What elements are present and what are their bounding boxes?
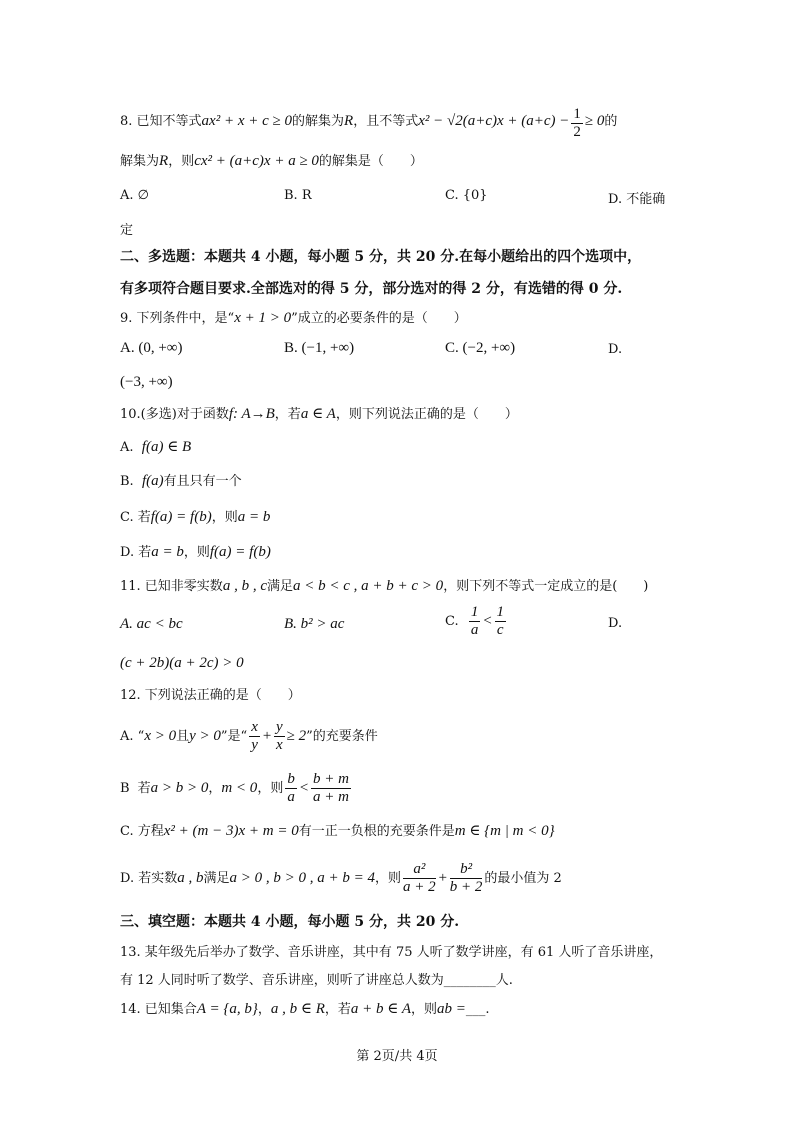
q11-option-d-cont: (c + 2b)(a + 2c) > 0	[120, 655, 244, 671]
q8-option-b: B. R	[284, 188, 312, 203]
q9-option-b: B. (−1, +∞)	[284, 340, 355, 356]
q10-d-math2: f(a) = f(b)	[209, 544, 271, 560]
q12-c-math: x² + (m − 3)x + m = 0	[163, 823, 299, 839]
q12-option-d	[120, 858, 562, 899]
q14-d: ，则	[411, 1002, 438, 1017]
q12-b-d: ，则	[257, 781, 284, 796]
q12-a-c: ”是“	[220, 729, 248, 744]
q10-b-label: B.	[120, 474, 134, 489]
q12-d-vars: a , b	[177, 870, 204, 886]
q13-line1: 13. 某年级先后举办了数学、音乐讲座，其中有 75 人听了数学讲座，有 61 人听了音乐讲座，	[120, 945, 663, 960]
q12-d-f1n: a²	[403, 861, 436, 879]
q14-math4: ab =	[437, 1001, 466, 1017]
q12-d-plus: +	[437, 870, 448, 886]
q10-stem-c: ，则下列说法正确的是（ ）	[335, 407, 518, 422]
q10-a-label: A.	[120, 440, 134, 455]
q14-stem	[120, 1000, 490, 1019]
q12-d-frac2	[450, 861, 483, 896]
q11-stem-b: 满足	[266, 579, 293, 594]
q12-c-a: C. 方程	[120, 824, 164, 839]
q10-stem-f: f: A→B	[228, 406, 275, 422]
q12-a-f2n: y	[275, 719, 283, 735]
q10-c-label: C. 若	[120, 510, 151, 525]
q12-b-frac1	[285, 771, 297, 806]
q11-stem	[120, 577, 648, 596]
q9-stem-a: 9. 下列条件中，是“	[120, 311, 235, 326]
q9-stem-b: ”成立的必要条件的是（ ）	[291, 311, 467, 326]
q11-c-label: C.	[445, 614, 459, 629]
q8-stem-line2	[120, 152, 423, 171]
q12-d-b: 满足	[203, 871, 230, 886]
q12-d-math: a > 0 , b > 0 , a + b = 4	[229, 870, 375, 886]
q8-line2a: 解集为	[120, 154, 160, 169]
page-footer: 第 2页/共 4页	[356, 1049, 438, 1064]
q12-d-c: ，则	[375, 871, 402, 886]
q11-stem-c: ，则下列不等式一定成立的是( )	[443, 579, 649, 594]
q12-a-f1n: x	[251, 719, 258, 735]
q12-a-f2d: x	[275, 737, 283, 753]
q12-d-f2n: b²	[450, 861, 483, 879]
q10-d-math: a = b	[151, 544, 184, 560]
q8-option-d-cont: 定	[120, 223, 134, 238]
q12-option-b	[120, 768, 353, 809]
q12-d-f2d: b + 2	[449, 879, 483, 895]
section2-heading-line2: 有多项符合题目要求.全部选对的得 5 分，部分选对的得 2 分，有选错的得 0 分.	[120, 281, 623, 297]
q14-math2: a , b ∈ R	[270, 1001, 325, 1017]
q12-b-math2: m < 0	[221, 780, 258, 796]
q10-option-a	[120, 438, 191, 457]
q12-b-math: a > b > 0	[150, 780, 209, 796]
q14-b: ，	[257, 1002, 271, 1017]
q10-stem	[120, 405, 518, 424]
q9-option-a: A. (0, +∞)	[120, 340, 183, 356]
section3-heading: 三、填空题：本题共 4 小题，每小题 5 分，共 20 分.	[120, 914, 460, 930]
q8-mid: 的解集为	[292, 114, 345, 129]
q12-b-c: ，	[208, 781, 222, 796]
q12-stem: 12. 下列说法正确的是（ ）	[120, 688, 301, 703]
q9-option-d: D.	[608, 342, 623, 357]
section2-heading-line1: 二、多选题：本题共 4 小题，每小题 5 分，共 20 分.在每小题给出的四个选项中，	[120, 249, 642, 265]
q11-c-frac2	[495, 604, 507, 639]
q10-d-text: ，则	[183, 545, 210, 560]
q12-d-d: 的最小值为 2	[484, 871, 562, 886]
q12-option-c	[120, 822, 555, 841]
q12-c-math2: m ∈ {m | m < 0}	[454, 823, 555, 839]
q11-stem-vars: a , b , c	[222, 578, 267, 594]
q8-line2b: ，则	[168, 154, 195, 169]
q8-option-c: C. {0}	[445, 188, 488, 203]
q8-line2c: 的解集是（ ）	[318, 154, 423, 169]
q10-c-math: f(a) = f(b)	[150, 509, 212, 525]
q8-option-d: D. 不能确	[608, 192, 666, 207]
q12-b-f1n: b	[287, 771, 295, 787]
q12-a-b: 且	[176, 729, 190, 744]
q12-a-f1d: y	[251, 737, 258, 753]
q11-option-a: A. ac < bc	[120, 616, 183, 632]
q9-stem-math: x + 1 > 0	[234, 310, 292, 326]
q11-stem-math: a < b < c , a + b + c > 0	[293, 578, 444, 594]
q14-c: ，若	[324, 1002, 351, 1017]
q14-e: ___.	[465, 1002, 490, 1017]
q11-stem-a: 11. 已知非零实数	[120, 579, 223, 594]
q10-stem-b: ，若	[274, 407, 301, 422]
q10-c-math2: a = b	[237, 509, 271, 525]
q8-stem-line1	[120, 104, 617, 139]
q11-c-lt: <	[482, 613, 493, 629]
q11-c-den2: c	[496, 622, 504, 638]
q10-option-b	[120, 472, 242, 491]
q12-b-frac2	[311, 771, 351, 806]
q12-b-lt: <	[298, 780, 309, 796]
q12-b-f2d: a + m	[312, 789, 349, 805]
q12-a-math: x > 0	[144, 728, 177, 744]
q12-a-d: ”的充要条件	[306, 729, 378, 744]
q8-mid2: ，且不等式	[353, 114, 419, 129]
q10-stem-a: 10.(多选)对于函数	[120, 407, 229, 422]
q10-d-label: D. 若	[120, 545, 152, 560]
q10-b-text: 有且只有一个	[163, 474, 242, 489]
q12-a-frac2	[274, 719, 285, 754]
q11-option-b: B. b² > ac	[284, 616, 345, 632]
q12-a-plus: +	[261, 728, 272, 744]
q10-option-d	[120, 543, 271, 562]
q10-a-math: f(a) ∈ B	[141, 439, 192, 455]
q12-a-math2: y > 0	[189, 728, 221, 744]
q10-stem-math: a ∈ A	[300, 406, 336, 422]
q8-half-den: 2	[573, 124, 581, 140]
q14-math1: A = {a, b}	[196, 1001, 258, 1017]
q9-option-d-cont: (−3, +∞)	[120, 374, 173, 390]
q11-c-den1: a	[470, 622, 479, 638]
q8-lead: 8. 已知不等式	[120, 114, 202, 129]
q14-math3: a + b ∈ A	[350, 1001, 412, 1017]
q12-d-frac1	[403, 861, 436, 896]
q8-half-num: 1	[573, 106, 581, 122]
q10-c-text: ，则	[211, 510, 238, 525]
q9-stem	[120, 309, 467, 328]
q11-c-frac1	[469, 604, 481, 639]
q11-option-c	[445, 604, 508, 639]
q8-set-r-2: R	[159, 153, 169, 169]
q12-a-frac1	[249, 719, 260, 754]
q8-ineq3: cx² + (a+c)x + a ≥ 0	[194, 153, 319, 169]
q10-b-math: f(a)	[141, 473, 164, 489]
q8-set-r: R	[344, 113, 354, 129]
q8-option-a: A. ∅	[120, 188, 149, 203]
q10-option-c	[120, 508, 270, 527]
q9-option-c: C. (−2, +∞)	[445, 340, 516, 356]
q12-d-f1d: a + 2	[403, 879, 436, 895]
q11-c-num2: 1	[496, 604, 505, 620]
q11-option-d: D.	[608, 616, 623, 631]
q8-half-fraction	[571, 106, 583, 141]
q8-tail: 的	[604, 114, 618, 129]
q12-d-a: D. 若实数	[120, 871, 178, 886]
q12-b-f1d: a	[287, 789, 295, 805]
q12-b-f2n: b + m	[312, 771, 349, 787]
q14-a: 14. 已知集合	[120, 1002, 197, 1017]
q8-ineq2a: x² − √2(a+c)x + (a+c) −	[418, 113, 570, 129]
q13-line2: 有 12 人同时听了数学、音乐讲座，则听了讲座总人数为________人.	[120, 973, 513, 988]
q12-b-a: B	[120, 781, 130, 796]
q11-c-num1: 1	[470, 604, 479, 620]
q12-c-b: 有一正一负根的充要条件是	[298, 824, 455, 839]
q12-option-a	[120, 716, 378, 757]
q8-ineq1: ax² + x + c ≥ 0	[201, 113, 292, 129]
q12-a-a: A. “	[120, 729, 145, 744]
q12-a-math3: ≥ 2	[286, 728, 307, 744]
q12-b-b: 若	[137, 781, 151, 796]
q8-ineq2b: ≥ 0	[584, 113, 605, 129]
